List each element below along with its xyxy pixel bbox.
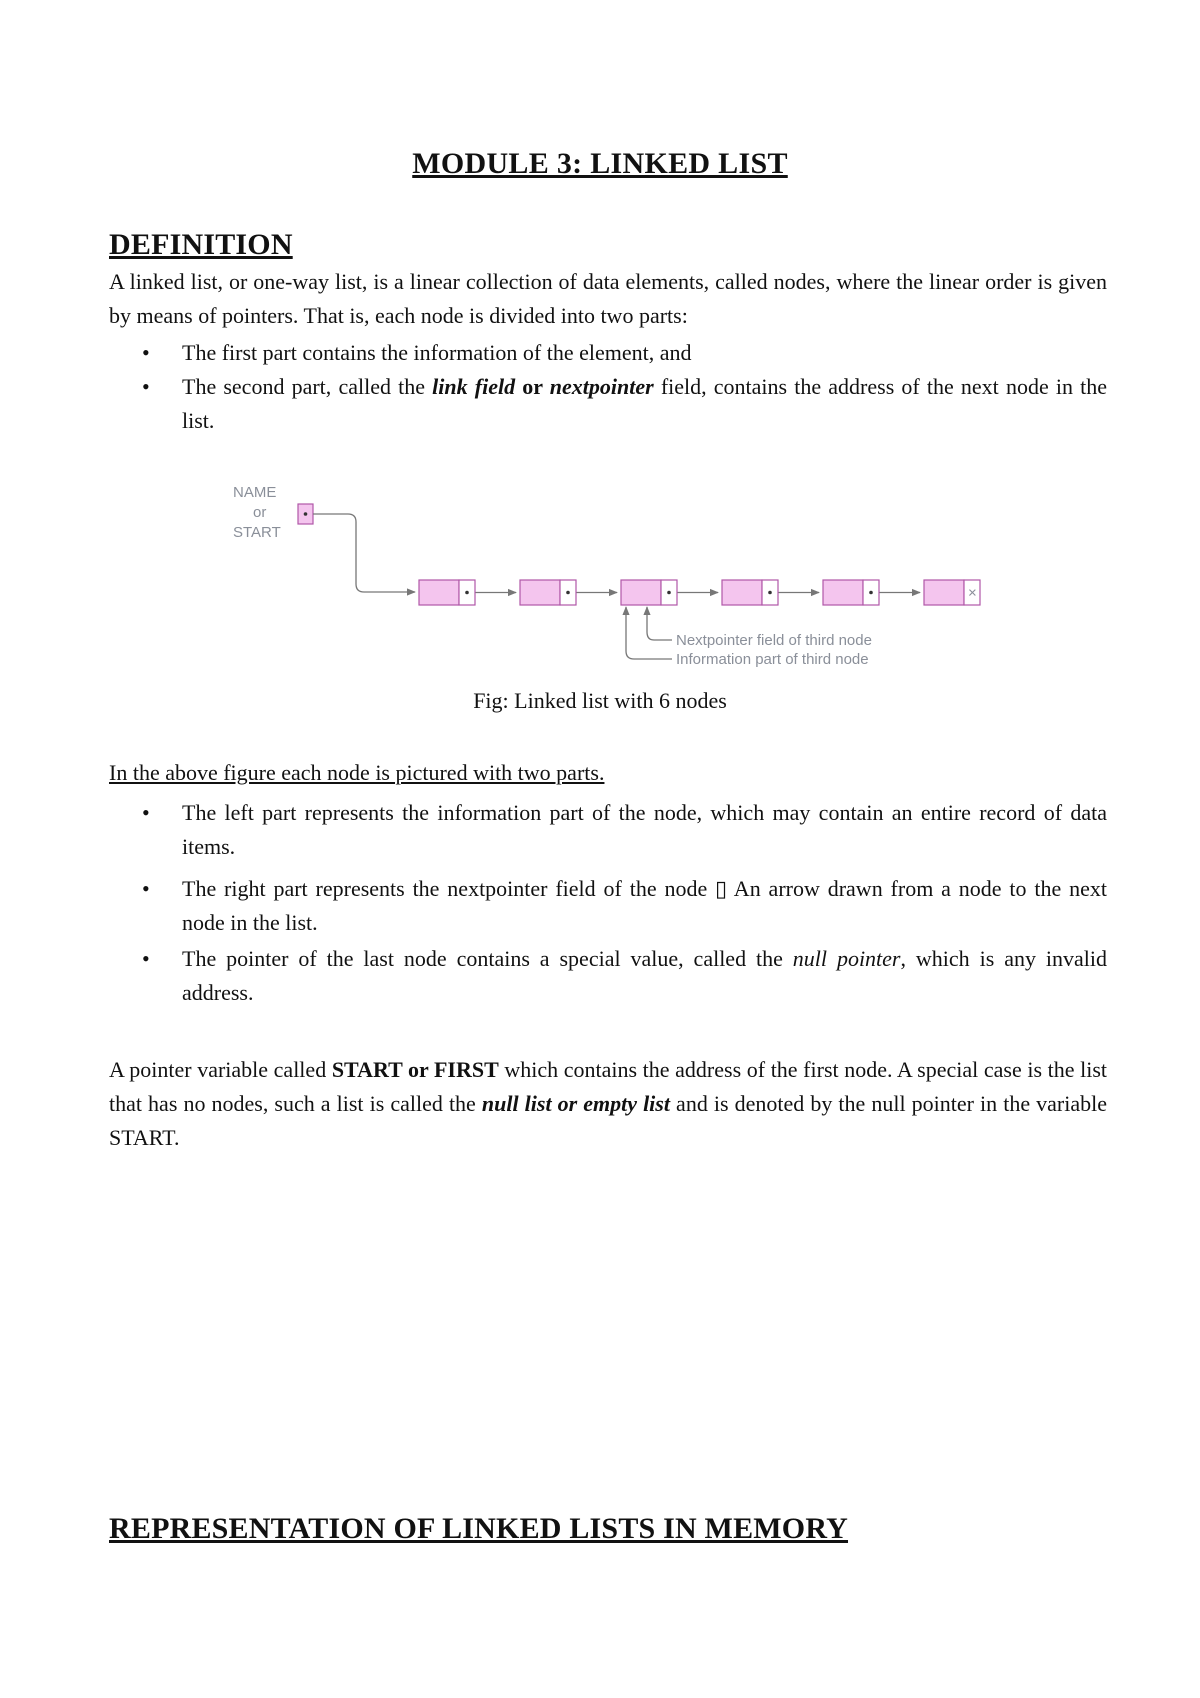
node-info-part [722,580,762,605]
figure-explanation-intro: In the above figure each node is pictured with two parts. [109,760,605,785]
list-node-2 [520,580,576,605]
module-title: MODULE 3: LINKED LIST [412,147,788,180]
paragraph-text-part: A pointer variable called [109,1057,332,1082]
linked-list-figure [230,480,1000,680]
list-item [109,942,1107,1010]
list-item [109,872,1107,940]
list-node-5 [823,580,879,605]
pointer-dot [768,591,772,595]
information-annotation-arrow [626,607,672,659]
list-node-6 [924,580,980,605]
representation-heading: REPRESENTATION OF LINKED LISTS IN MEMORY [109,1512,849,1545]
bullet-marker: • [142,374,150,399]
pointer-dot [667,591,671,595]
bullet-text-part: field, contains the address of the next node in the list. [182,374,1107,433]
list-node-4 [722,580,778,605]
bullet-marker: • [142,800,150,825]
bullet-marker: • [142,340,150,365]
figure-caption: Fig: Linked list with 6 nodes [473,688,727,713]
node-info-part [924,580,964,605]
start-pointer-arrow [313,514,415,592]
or-connector: or [515,374,550,399]
bullet-text: The left part represents the information part of the node, which may contain an entire record of data items. [182,800,1107,859]
bullet-text-part: The second part, called the [182,374,433,399]
explanation-bullet-list [109,796,1107,1010]
nodes-group [419,580,980,605]
start-label-or: or [253,504,267,521]
bullet-text: The right part represents the nextpointer field of the node ▯ An arrow drawn from a node to the next node in the list. [182,876,1107,935]
start-first-term: START or FIRST [331,1057,499,1082]
bullet-text-part: The pointer of the last node contains a special value, called the [182,946,793,971]
definition-bullet-list [109,336,1107,438]
bullet-marker: • [142,876,150,901]
start-pointer-box [298,504,313,524]
bullet-marker: • [142,946,150,971]
bullet-text-part: , which is any invalid address. [182,946,1107,1005]
paragraph-text-part: which contains the address of the first node. A special case is the list that has no nodes, such a list is called the [109,1057,1108,1116]
information-annotation: Information part of third node [676,651,869,668]
start-label-name: NAME [233,484,277,501]
node-info-part [823,580,863,605]
null-pointer-mark: × [968,584,977,602]
node-info-part [419,580,459,605]
node-info-part [520,580,560,605]
null-pointer-term: null pointer [792,946,901,971]
null-list-term: null list or empty list [481,1091,670,1116]
start-pointer-paragraph [109,1053,1107,1155]
pointer-dot [869,591,873,595]
nextpointer-annotation-arrow [647,607,672,640]
list-item [109,796,1107,864]
list-node-1 [419,580,475,605]
list-item [109,370,1107,438]
paragraph-text-part: and is denoted by the null pointer in the variable START. [109,1091,1107,1150]
node-info-part [621,580,661,605]
definition-heading: DEFINITION [109,228,293,261]
list-node-3 [621,580,677,605]
list-item [109,336,1107,370]
nextpointer-annotation: Nextpointer field of third node [676,632,872,649]
start-label-start: START [233,524,281,541]
nextpointer-term: nextpointer [549,374,654,399]
pointer-dot [566,591,570,595]
definition-paragraph: A linked list, or one-way list, is a linear collection of data elements, called nodes, where the linear order is given by means of pointers. That is, each node is divided into two parts: [109,269,1107,328]
bullet-text: The first part contains the information of the element, and [182,340,692,365]
pointer-dot [465,591,469,595]
link-field-term: link field [432,374,516,399]
